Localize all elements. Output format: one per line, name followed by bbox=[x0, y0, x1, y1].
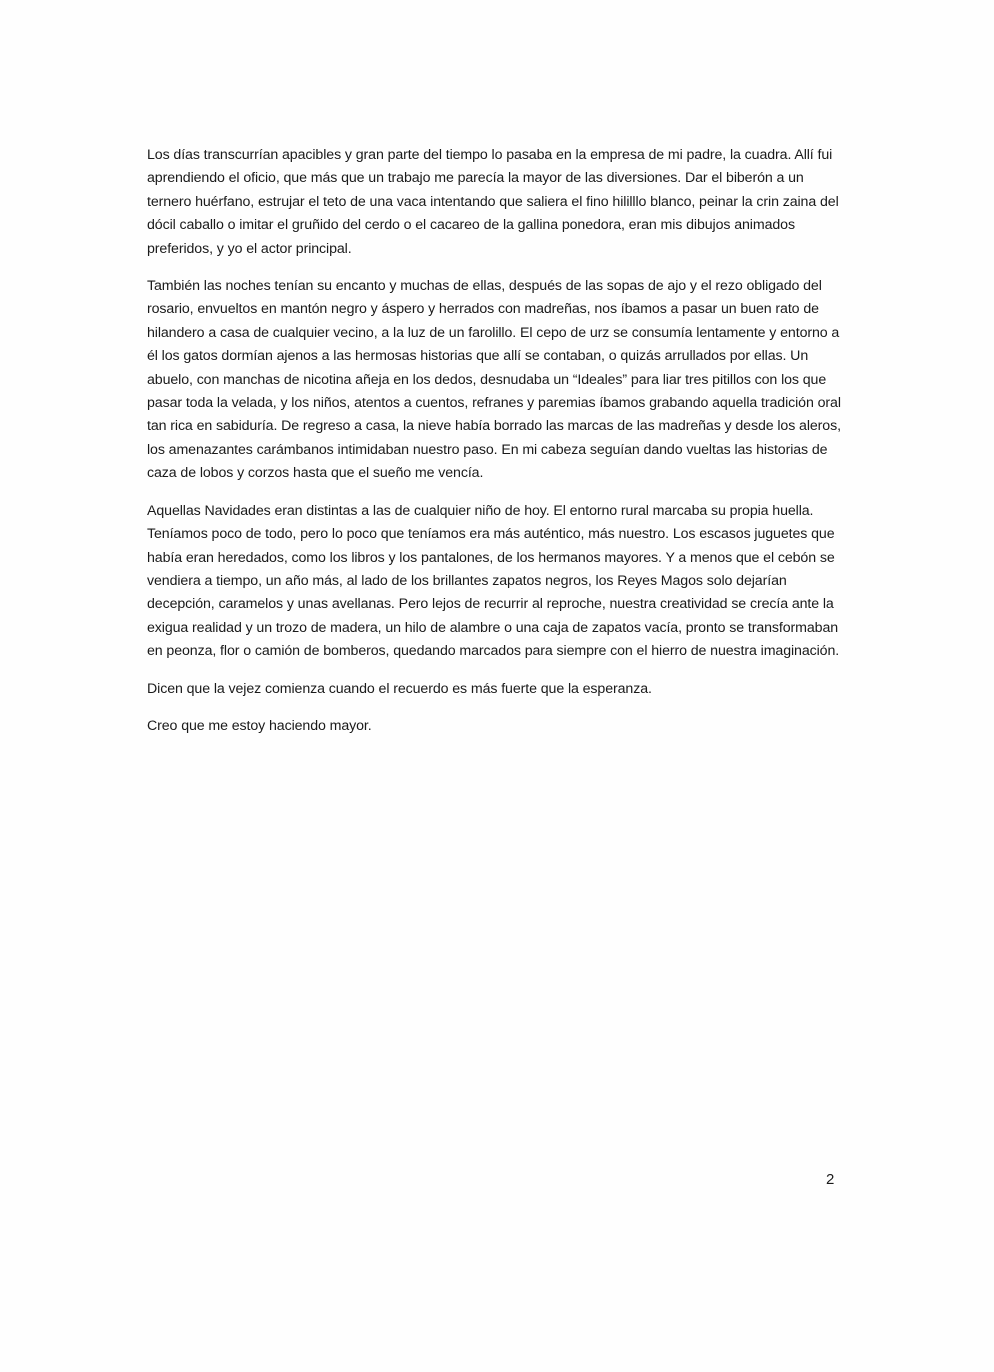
paragraph-2: También las noches tenían su encanto y muchas de ellas, después de las sopas de ajo y el rezo obligado del rosario, envueltos en mantón negro y áspero y herrados con madreñas, nos íbamos a pasar un buen rato de hilandero a casa de cualquier vecino, a la luz de un farolillo. El cepo de urz se consumía lentamente y entorno a él los gatos dormían ajenos a las hermosas historias que allí se contaban, o quizás arrullados por ellas. Un abuelo, con manchas de nicotina añeja en los dedos, desnudaba un “Ideales” para liar tres pitillos con los que pasar toda la velada, y los niños, atentos a cuentos, refranes y paremias íbamos grabando aquella tradición oral tan rica en sabiduría. De regreso a casa, la nieve había borrado las marcas de las madreñas y desde los aleros, los amenazantes carámbanos intimidaban nuestro paso. En mi cabeza seguían dando vueltas las historias de caza de lobos y corzos hasta que el sueño me vencía. bbox=[147, 278, 841, 482]
body-text bbox=[147, 144, 847, 752]
paragraph-5: Creo que me estoy haciendo mayor. bbox=[147, 717, 372, 734]
page-number: 2 bbox=[826, 1171, 835, 1188]
paragraph-4: Dicen que la vejez comienza cuando el recuerdo es más fuerte que la esperanza. bbox=[147, 680, 652, 697]
paragraph-3: Aquellas Navidades eran distintas a las de cualquier niño de hoy. El entorno rural marcaba su propia huella. Teníamos poco de todo, pero lo poco que teníamos era más auténtico, más nuestro. Los escasos juguetes que había eran heredados, como los libros y los pantalones, de los hermanos mayores. Y a menos que el cebón se vendiera a tiempo, un año más, al lado de los brillantes zapatos negros, los Reyes Magos solo dejarían decepción, caramelos y unas avellanas. Pero lejos de recurrir al reproche, nuestra creatividad se crecía ante la exigua realidad y un trozo de madera, un hilo de alambre o una caja de zapatos vacía, pronto se transformaban en peonza, flor o camión de bomberos, quedando marcados para siempre con el hierro de nuestra imaginación. bbox=[147, 502, 840, 660]
paragraph-1: Los días transcurrían apacibles y gran parte del tiempo lo pasaba en la empresa de mi padre, la cuadra. Allí fui aprendiendo el oficio, que más que un trabajo me parecía la mayor de las diversiones. Dar el biberón a un ternero huérfano, estrujar el teto de una vaca intentando que saliera el fino hililllo blanco, peinar la crin zaina del dócil caballo o imitar el gruñido del cerdo o el cacareo de la gallina ponedora, eran mis dibujos animados preferidos, y yo el actor principal. bbox=[147, 147, 839, 257]
